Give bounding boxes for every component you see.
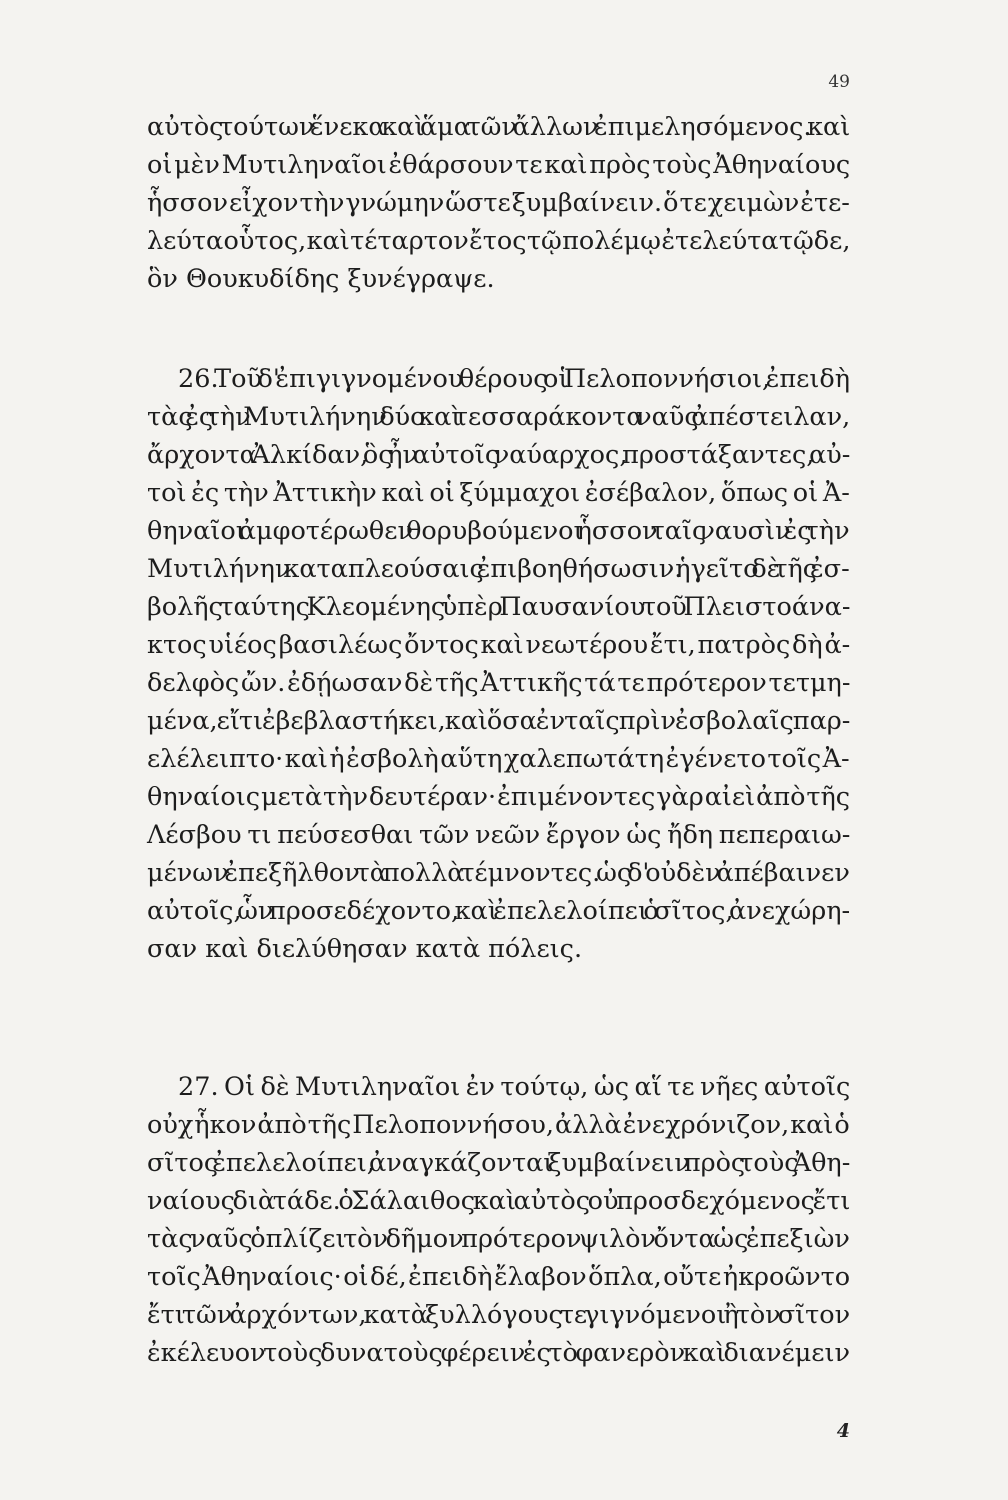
text-line: θηναῖοι ἀμφοτέρωθεν θορυβούμενοι ἧσσον ταῖς ναυσὶν ἐς τὴν — [147, 516, 850, 546]
text-line: ναίους διὰ τάδε. ὁ Σάλαιθος καὶ αὐτὸς οὐ προσδεχόμενος ἔτι — [147, 1186, 851, 1216]
text-line: τοῖς Ἀθηναίοις· οἱ δέ, ἐπειδὴ ἔλαβον ὅπλα, οὔτε ἠκροῶντο — [147, 1262, 851, 1292]
signature-mark: 4 — [836, 1420, 850, 1442]
text-line: Μυτιλήνην καταπλεούσαις ἐπιβοηθήσωσιν. ἡγεῖτο δὲ τῆς ἐσ- — [147, 554, 850, 584]
text-line: σῖτος ἐπελελοίπει, ἀναγκάζονται ξυμβαίνειν πρὸς τοὺς Ἀθη- — [147, 1148, 851, 1178]
text-line: θηναίοις μετὰ τὴν δευτέραν· ἐπιμένοντες γὰρ αἰεὶ ἀπὸ τῆς — [147, 782, 851, 812]
text-line: ὃν Θουκυδίδης ξυνέγραψε. — [147, 264, 495, 294]
text-line: 26. Τοῦ δ' ἐπιγιγνομένου θέρους οἱ Πελοποννήσιοι, ἐπειδὴ — [178, 364, 850, 394]
page-number: 49 — [828, 72, 850, 92]
text-line: ἄρχοντα Ἀλκίδαν, ὃς ἦν αὐτοῖς ναύαρχος, προστάξαντες, αὐ- — [147, 440, 851, 470]
text-line: τὰς ἐς τὴν Μυτιλήνην δύο καὶ τεσσαράκοντα ναῦς ἀπέστειλαν, — [147, 402, 851, 432]
text-line: βολῆς ταύτης Κλεομένης ὑπὲρ Παυσανίου τοῦ Πλειστοάνα- — [147, 592, 851, 622]
text-line: τὰς ναῦς ὁπλίζει τὸν δῆμον πρότερον ψιλὸν ὄντα ὡς ἐπεξιὼν — [147, 1224, 850, 1254]
text-line: μένα, εἴ τι ἐβεβλαστήκει, καὶ ὅσα ἐν ταῖς πρὶν ἐσβολαῖς παρ- — [147, 706, 851, 736]
text-line: λεύτα οὗτος, καὶ τέταρτον ἔτος τῷ πολέμῳ ἐτελεύτα τῷδε, — [147, 226, 851, 256]
text-line: ελέλειπτο· καὶ ἡ ἐσβολὴ αὕτη χαλεπωτάτη ἐγένετο τοῖς Ἀ- — [147, 744, 850, 774]
text-line: Λέσβου τι πεύσεσθαι τῶν νεῶν ἔργον ὡς ἤδη πεπεραιω- — [147, 820, 851, 850]
text-line: αὐτὸς τούτων ἕνεκα καὶ ἅμα τῶν ἄλλων ἐπιμελησόμενος. καὶ — [147, 112, 851, 142]
text-line: κτος υἱέος βασιλέως ὄντος καὶ νεωτέρου ἔτι, πατρὸς δὴ ἀ- — [147, 630, 851, 660]
text-line: οἱ μὲν Μυτιληναῖοι ἐθάρσουν τε καὶ πρὸς τοὺς Ἀθηναίους — [147, 150, 851, 180]
text-line: σαν καὶ διελύθησαν κατὰ πόλεις. — [147, 934, 583, 964]
text-line: δελφὸς ὤν. ἐδῄωσαν δὲ τῆς Ἀττικῆς τά τε πρότερον τετμη- — [147, 668, 851, 698]
text-line: ἐκέλευον τοὺς δυνατοὺς φέρειν ἐς τὸ φανερὸν καὶ διανέμειν — [147, 1338, 851, 1368]
text-line: ἧσσον εἶχον τὴν γνώμην ὥστε ξυμβαίνειν. ὅ τε χειμὼν ἐτε- — [147, 188, 850, 218]
text-line: τοὶ ἐς τὴν Ἀττικὴν καὶ οἱ ξύμμαχοι ἐσέβαλον, ὅπως οἱ Ἀ- — [147, 478, 850, 508]
text-line: αὐτοῖς, ὧν προσεδέχοντο, καὶ ἐπελελοίπει ὁ σῖτος, ἀνεχώρη- — [147, 896, 851, 926]
text-line: οὐχ ἧκον ἀπὸ τῆς Πελοποννήσου, ἀλλὰ ἐνεχρόνιζον, καὶ ὁ — [147, 1110, 850, 1140]
text-line: μένων ἐπεξῆλθον τὰ πολλὰ τέμνοντες. ὡς δ' οὐδὲν ἀπέβαινεν — [147, 858, 850, 888]
text-line: 27. Οἱ δὲ Μυτιληναῖοι ἐν τούτῳ, ὡς αἵ τε νῆες αὐτοῖς — [178, 1072, 851, 1102]
text-line: ἔτι τῶν ἀρχόντων, κατὰ ξυλλόγους τε γιγνόμενοι ἢ τὸν σῖτον — [147, 1300, 851, 1330]
